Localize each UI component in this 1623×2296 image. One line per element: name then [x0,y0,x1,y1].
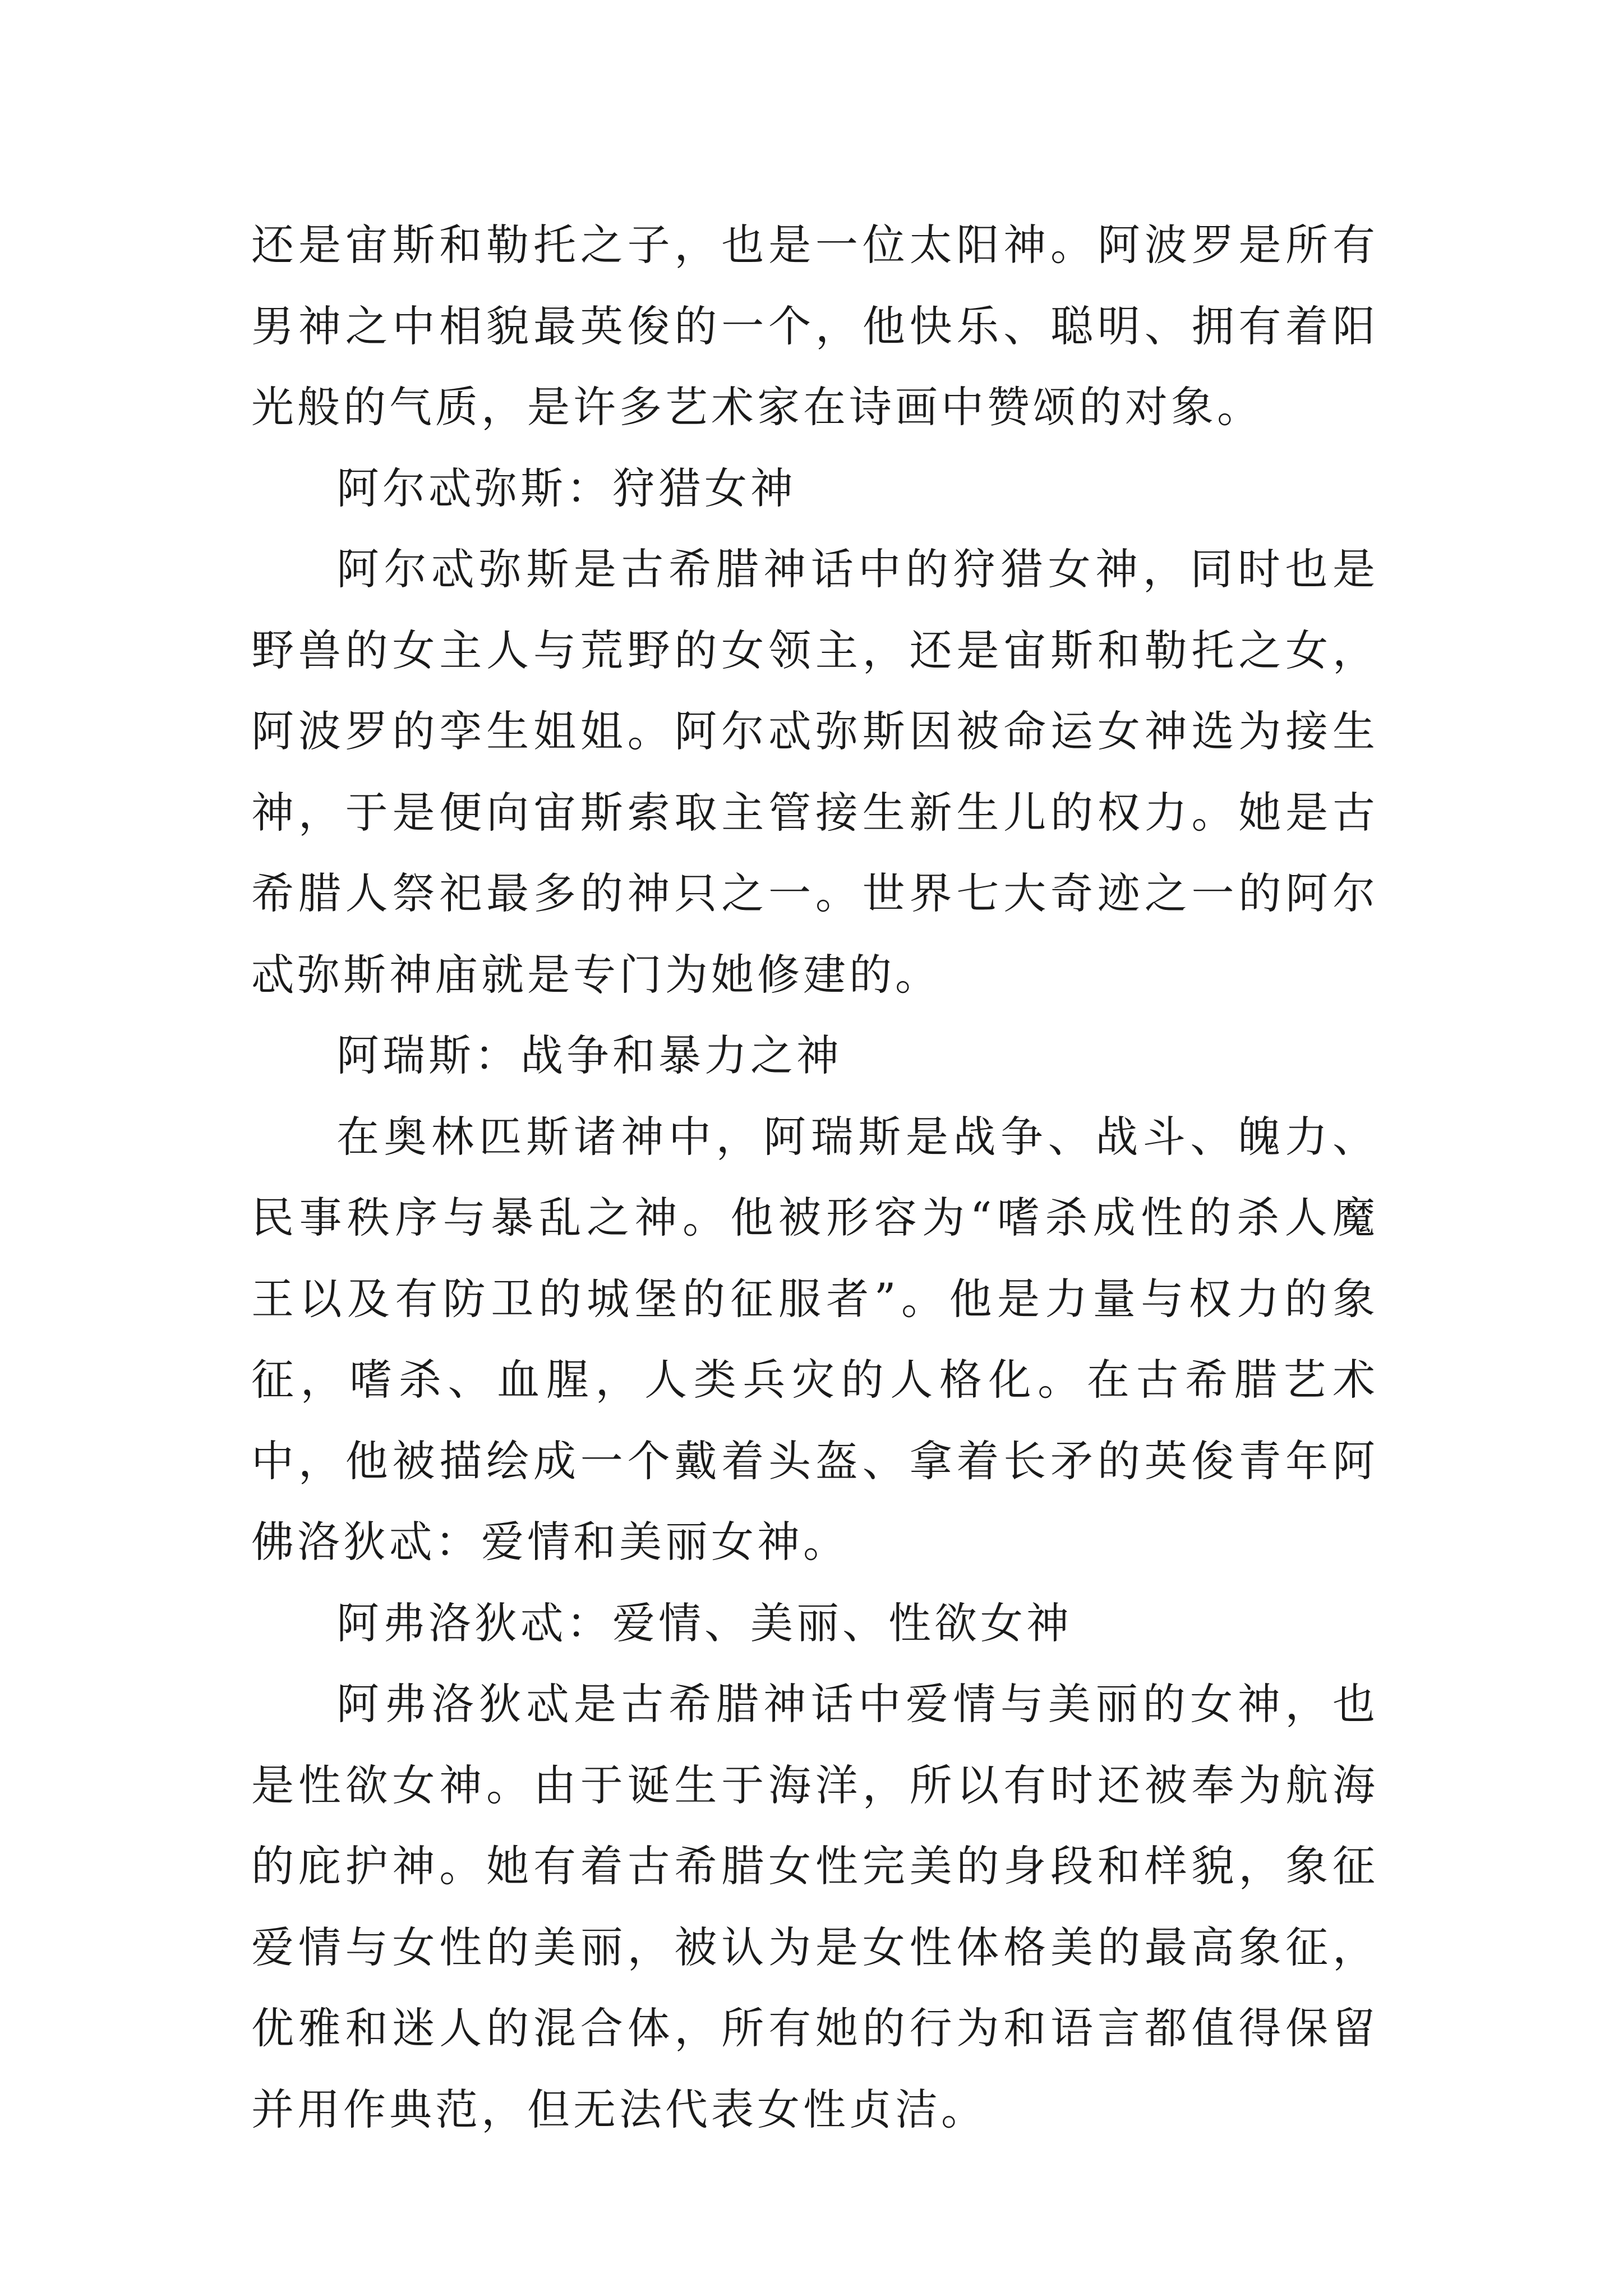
paragraph-ares: 在奥林匹斯诸神中，阿瑞斯是战争、战斗、魄力、民事秩序与暴乱之神。他被形容为“嗜杀成性的杀人魔王以及有防卫的城堡的征服者”。他是力量与权力的象征，嗜杀、血腥，人类兵灾的人格化。在古希腊艺术中，他被描绘成一个戴着头盔、拿着长矛的英俊青年阿佛洛狄忒：爱情和美丽女神。 [251,1111,1378,1567]
paragraph-artemis: 阿尔忒弥斯是古希腊神话中的狩猎女神，同时也是野兽的女主人与荒野的女领主，还是宙斯和勒托之女，阿波罗的孪生姐姐。阿尔忒弥斯因被命运女神选为接生神，于是便向宙斯索取主管接生新生儿的权力。她是古希腊人祭祀最多的神只之一。世界七大奇迹之一的阿尔忒弥斯神庙就是专门为她修建的。 [251,544,1378,1000]
section-heading-ares: 阿瑞斯：战争和暴力之神 [336,1030,842,1080]
document-body [251,205,1378,2150]
paragraph-aphrodite: 阿弗洛狄忒是古希腊神话中爱情与美丽的女神，也是性欲女神。由于诞生于海洋，所以有时还被奉为航海的庇护神。她有着古希腊女性完美的身段和样貌，象征爱情与女性的美丽，被认为是女性体格美的最高象征，优雅和迷人的混合体，所有她的行为和语言都值得保留并用作典范，但无法代表女性贞洁。 [251,1679,1378,2134]
section-heading-aphrodite: 阿弗洛狄忒：爱情、美丽、性欲女神 [336,1598,1072,1648]
section-heading-artemis: 阿尔忒弥斯：狩猎女神 [336,463,796,513]
paragraph-apollo-continued: 还是宙斯和勒托之子，也是一位太阳神。阿波罗是所有男神之中相貌最英俊的一个，他快乐、聪明、拥有着阳光般的气质，是许多艺术家在诗画中赞颂的对象。 [251,220,1378,432]
